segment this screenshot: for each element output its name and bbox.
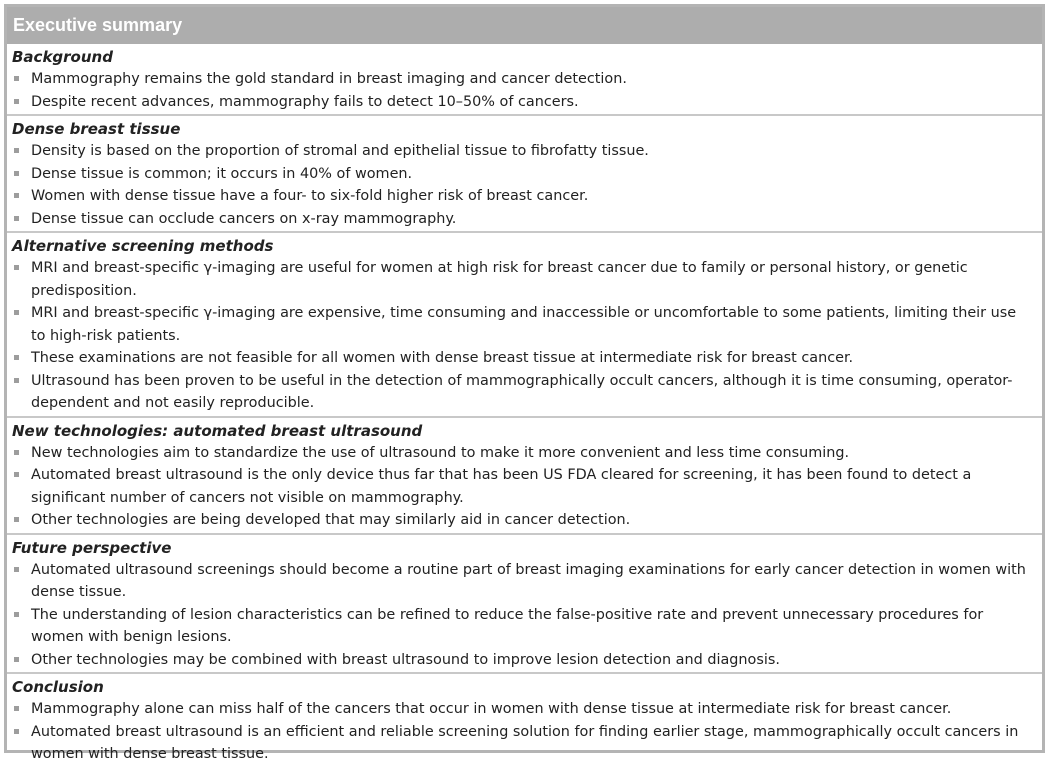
square-bullet-icon bbox=[14, 265, 19, 270]
square-bullet-icon bbox=[14, 567, 19, 572]
summary-section bbox=[7, 231, 1042, 416]
list-item bbox=[7, 347, 1042, 370]
section-heading: New technologies: automated breast ultrasound bbox=[12, 421, 423, 440]
list-item bbox=[7, 604, 1042, 649]
square-bullet-icon bbox=[14, 193, 19, 198]
list-item bbox=[7, 163, 1042, 186]
list-item-text: The understanding of lesion characteristics can be refined to reduce the false-positive rate and prevent unnecessary procedures for women with benign lesions. bbox=[31, 606, 984, 645]
square-bullet-icon bbox=[14, 657, 19, 662]
list-item-text: Despite recent advances, mammography fails to detect 10–50% of cancers. bbox=[31, 93, 579, 110]
bullet-list bbox=[7, 140, 1042, 230]
square-bullet-icon bbox=[14, 472, 19, 477]
summary-section bbox=[7, 672, 1042, 767]
list-item-text: Mammography alone can miss half of the cancers that occur in women with dense tissue at intermediate risk for breast cancer. bbox=[31, 701, 952, 717]
list-item-text: These examinations are not feasible for all women with dense breast tissue at intermediate risk for breast cancer. bbox=[31, 350, 854, 366]
list-item bbox=[7, 208, 1042, 231]
list-item bbox=[7, 442, 1042, 465]
list-item bbox=[7, 257, 1042, 302]
bullet-list bbox=[7, 559, 1042, 672]
list-item-text: MRI and breast-specific γ-imaging are useful for women at high risk for breast cancer due to family or personal history, or genetic predisposition. bbox=[31, 260, 968, 299]
list-item-text: Density is based on the proportion of stromal and epithelial tissue to fibrofatty tissue. bbox=[31, 143, 649, 159]
list-item-text: Other technologies may be combined with breast ultrasound to improve lesion detection and diagnosis. bbox=[31, 651, 780, 668]
list-item-text: Other technologies are being developed that may similarly aid in cancer detection. bbox=[31, 512, 631, 528]
summary-sections bbox=[7, 44, 1042, 767]
list-item bbox=[7, 68, 1042, 91]
bullet-list bbox=[7, 698, 1042, 766]
list-item-text: Mammography remains the gold standard in breast imaging and cancer detection. bbox=[31, 71, 627, 87]
list-item-text: MRI and breast-specific γ-imaging are expensive, time consuming and inaccessible or uncomfortable to some patients, limiting their use to high-risk patients. bbox=[31, 305, 1017, 344]
list-item bbox=[7, 302, 1042, 347]
list-item bbox=[7, 721, 1042, 766]
summary-title: Executive summary bbox=[7, 7, 1042, 44]
list-item bbox=[7, 185, 1042, 208]
list-item bbox=[7, 509, 1042, 532]
square-bullet-icon bbox=[14, 171, 19, 176]
list-item-text: Ultrasound has been proven to be useful in the detection of mammographically occult cancers, although it is time consuming, operator-dependent and not easily reproducible. bbox=[31, 372, 1013, 411]
square-bullet-icon bbox=[14, 216, 19, 221]
section-heading: Future perspective bbox=[12, 538, 172, 557]
list-item-text: Dense tissue is common; it occurs in 40% of women. bbox=[31, 165, 413, 182]
summary-section bbox=[7, 114, 1042, 231]
list-item bbox=[7, 698, 1042, 721]
square-bullet-icon bbox=[14, 310, 19, 315]
square-bullet-icon bbox=[14, 355, 19, 360]
square-bullet-icon bbox=[14, 378, 19, 383]
summary-section bbox=[7, 533, 1042, 673]
list-item-text: Dense tissue can occlude cancers on x-ray mammography. bbox=[31, 210, 457, 227]
list-item-text: Automated breast ultrasound is the only device thus far that has been US FDA cleared for screening, it has been found to detect a significant number of cancers not visible on mammography. bbox=[31, 467, 972, 506]
square-bullet-icon bbox=[14, 76, 19, 81]
executive-summary-box bbox=[4, 4, 1045, 762]
list-item bbox=[7, 464, 1042, 509]
summary-section bbox=[7, 416, 1042, 533]
list-item bbox=[7, 140, 1042, 163]
square-bullet-icon bbox=[14, 148, 19, 153]
list-item-text: Automated ultrasound screenings should become a routine part of breast imaging examinations for early cancer detection in women with dense tissue. bbox=[31, 561, 1026, 600]
square-bullet-icon bbox=[14, 517, 19, 522]
list-item-text: Women with dense tissue have a four- to six-fold higher risk of breast cancer. bbox=[31, 188, 589, 204]
square-bullet-icon bbox=[14, 450, 19, 455]
square-bullet-icon bbox=[14, 99, 19, 104]
section-heading: Dense breast tissue bbox=[12, 120, 181, 138]
list-item bbox=[7, 649, 1042, 672]
square-bullet-icon bbox=[14, 706, 19, 711]
square-bullet-icon bbox=[14, 729, 19, 734]
list-item-text: New technologies aim to standardize the use of ultrasound to make it more convenient and less time consuming. bbox=[31, 444, 850, 461]
list-item bbox=[7, 370, 1042, 415]
bullet-list bbox=[7, 257, 1042, 415]
bullet-list bbox=[7, 442, 1042, 532]
section-heading: Conclusion bbox=[12, 678, 104, 696]
bullet-list bbox=[7, 68, 1042, 113]
section-heading: Background bbox=[12, 48, 113, 66]
section-heading: Alternative screening methods bbox=[12, 237, 274, 255]
list-item bbox=[7, 91, 1042, 114]
list-item-text: Automated breast ultrasound is an efficient and reliable screening solution for finding earlier stage, mammographically occult cancers in women with dense breast tissue. bbox=[31, 723, 1019, 762]
list-item bbox=[7, 559, 1042, 604]
square-bullet-icon bbox=[14, 612, 19, 617]
summary-section bbox=[7, 44, 1042, 114]
